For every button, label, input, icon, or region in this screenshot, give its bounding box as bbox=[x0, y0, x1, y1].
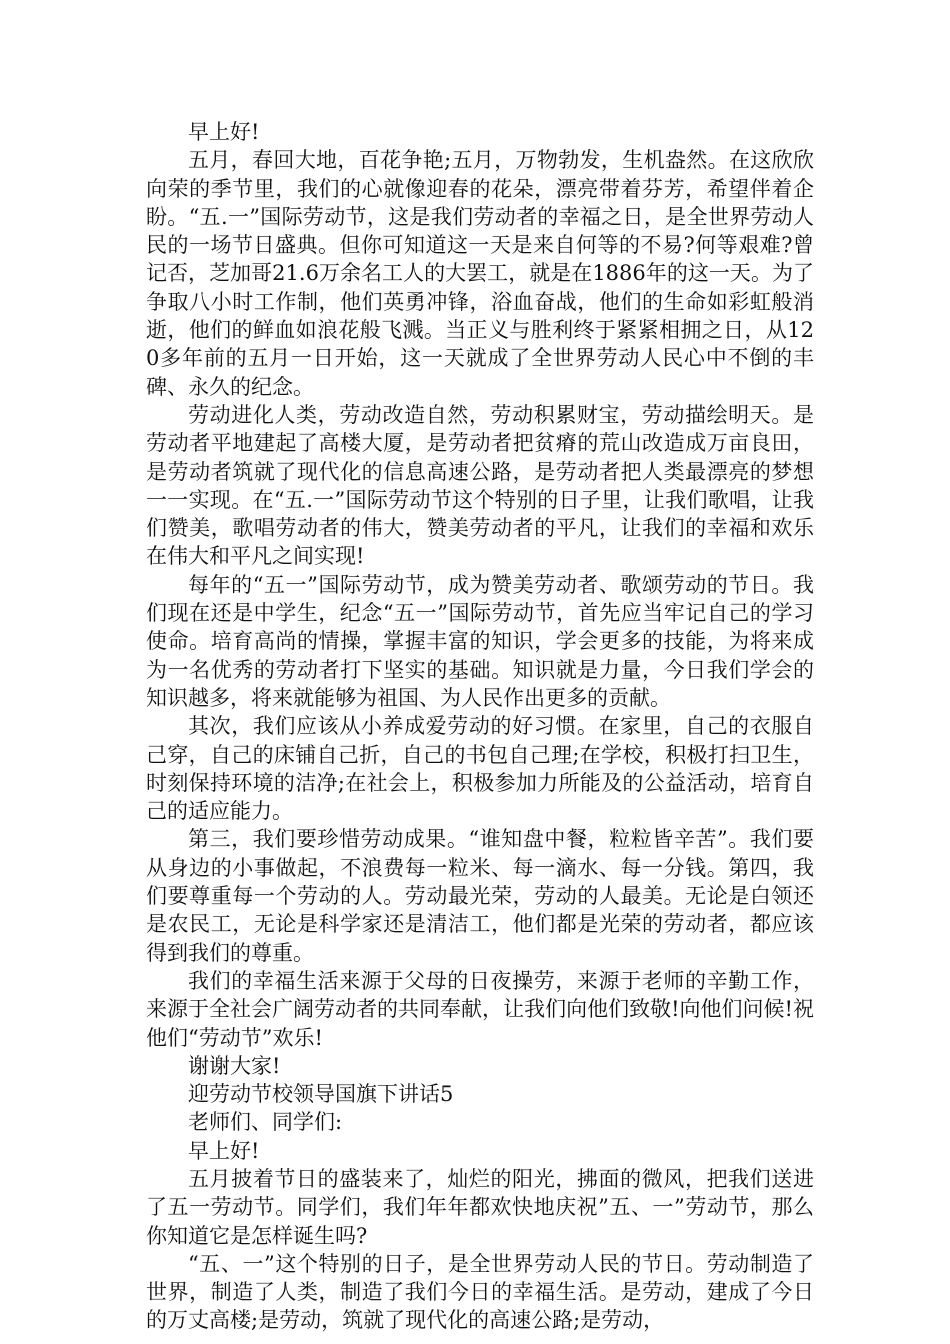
salutation-line: 老师们、同学们: bbox=[188, 1110, 343, 1135]
body-paragraph: 第三，我们要珍惜劳动成果。“谁知盘中餐，粒粒皆辛苦”。我们要从身边的小事做起，不浪费每一粒米、每一滴水、每一分钱。第四，我们要尊重每一个劳动的人。劳动最光荣，劳动的人最美。无论是白领还是农民工，无论是科学家还是清洁工，他们都是光荣的劳动者，都应该得到我们的尊重。 bbox=[146, 827, 814, 965]
document-body bbox=[146, 118, 814, 1335]
greeting-paragraph: 早上好! bbox=[188, 120, 260, 144]
body-paragraph: 劳动进化人类，劳动改造自然，劳动积累财宝，劳动描绘明天。是劳动者平地建起了高楼大厦，是劳动者把贫瘠的荒山改造成万亩良田，是劳动者筑就了现代化的信息高速公路，是劳动者把人类最漂亮的梦想一一实现。在“五.一”国际劳动节这个特别的日子里，让我们歌唱，让我们赞美，歌唱劳动者的伟大，赞美劳动者的平凡，让我们的幸福和欢乐在伟大和平凡之间实现! bbox=[146, 402, 814, 569]
section-title: 迎劳动节校领导国旗下讲话5 bbox=[188, 1082, 454, 1107]
body-paragraph: 五月披着节日的盛装来了，灿烂的阳光，拂面的微风，把我们送进了五一劳动节。同学们，我们年年都欢快地庆祝”五、一”劳动节，那么你知道它是怎样诞生吗? bbox=[146, 1166, 814, 1248]
body-paragraph: 其次，我们应该从小养成爱劳动的好习惯。在家里，自己的衣服自己穿，自己的床铺自己折，自己的书包自己理;在学校，积极打扫卫生，时刻保持环境的洁净;在社会上，积极参加力所能及的公益活动，培育自己的适应能力。 bbox=[146, 714, 814, 824]
body-paragraph: 我们的幸福生活来源于父母的日夜操劳，来源于老师的辛勤工作，来源于全社会广阔劳动者的共同奉献，让我们向他们致敬!向他们问候!祝他们“劳动节”欢乐! bbox=[146, 968, 814, 1050]
thanks-line: 谢谢大家! bbox=[188, 1053, 281, 1078]
body-paragraph: “五、一”这个特别的日子，是全世界劳动人民的节日。劳动制造了世界，制造了人类，制造了我们今日的幸福生活。是劳动，建成了今日的万丈高楼;是劳动，筑就了现代化的高速公路;是劳动， bbox=[146, 1251, 814, 1333]
body-paragraph: 每年的“五一”国际劳动节，成为赞美劳动者、歌颂劳动的节日。我们现在还是中学生，纪念“五一”国际劳动节，首先应当牢记自己的学习使命。培育高尚的情操，掌握丰富的知识，学会更多的技能，为将来成为一名优秀的劳动者打下坚实的基础。知识就是力量，今日我们学会的知识越多，将来就能够为祖国、为人民作出更多的贡献。 bbox=[146, 572, 814, 710]
body-paragraph: 五月，春回大地，百花争艳;五月，万物勃发，生机盎然。在这欣欣向荣的季节里，我们的心就像迎春的花朵，漂亮带着芬芳，希望伴着企盼。“五.一”国际劳动节，这是我们劳动者的幸福之日，是全世界劳动人民的一场节日盛典。但你可知道这一天是来自何等的不易?何等艰难?曾记否，芝加哥21.6万余名工人的大罢工，就是在1886年的这一天。为了争取八小时工作制，他们英勇冲锋，浴血奋战，他们的生命如彩虹般消逝，他们的鲜血如浪花般飞溅。当正义与胜利终于紧紧相拥之日，从120多年前的五月一日开始，这一天就成了全世界劳动人民心中不倒的丰碑、永久的纪念。 bbox=[146, 148, 814, 399]
greeting-paragraph: 早上好! bbox=[188, 1138, 260, 1163]
